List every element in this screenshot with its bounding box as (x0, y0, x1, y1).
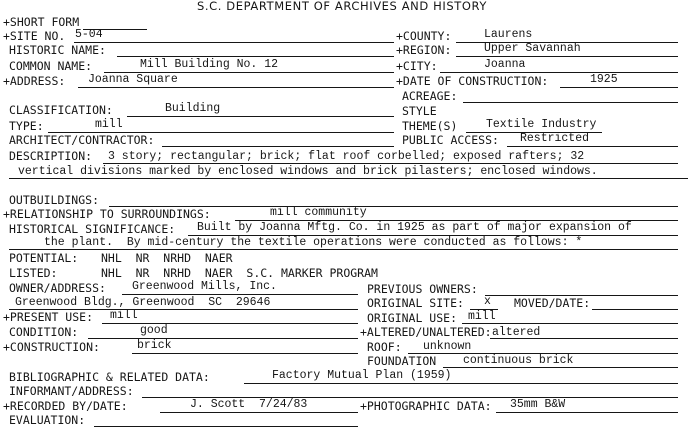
description-line-1 (103, 163, 678, 164)
moved-date-line (592, 309, 678, 310)
construction-line (132, 353, 358, 354)
description-line-2 (9, 178, 688, 179)
altered-line (490, 338, 678, 339)
moved-date-label: MOVED/DATE: (514, 296, 591, 310)
public-access-value: Restricted (520, 132, 590, 145)
county-label: +COUNTY: (396, 29, 452, 43)
description-value-line-1: 3 story; rectangular; brick; flat roof corbelled; exposed rafters; 32 (108, 150, 585, 163)
relationship-value: mill community (270, 206, 367, 219)
site-no-line (74, 42, 394, 43)
owner-address-label: OWNER/ADDRESS: (9, 281, 106, 295)
outbuildings-label: OUTBUILDINGS: (9, 193, 100, 207)
historic-name-line (117, 56, 394, 57)
themes-value: Textile Industry (486, 118, 597, 131)
architect-line (162, 146, 394, 147)
evaluation-line (94, 426, 358, 427)
description-value-line-2: vertical divisions marked by enclosed windows and brick pilasters; enclosed windows. (18, 165, 598, 178)
foundation-line (443, 367, 678, 368)
listed-label: LISTED: (9, 266, 58, 280)
original-use-value: mill (468, 310, 496, 323)
public-access-label: PUBLIC ACCESS: (402, 133, 499, 147)
description-label: DESCRIPTION: (9, 149, 93, 163)
roof-label: ROOF: (367, 340, 402, 354)
significance-line-2 (9, 249, 678, 250)
historical-significance-label: HISTORICAL SIGNIFICANCE: (9, 222, 176, 236)
altered-label: +ALTERED/UNALTERED: (360, 325, 492, 339)
owner-line (122, 294, 358, 295)
original-use-line (462, 323, 678, 324)
recorded-by-line (160, 412, 358, 413)
relationship-label: +RELATIONSHIP TO SURROUNDINGS: (3, 207, 211, 221)
condition-value: good (140, 324, 168, 337)
evaluation-label: EVALUATION: (9, 413, 86, 427)
classification-line (127, 116, 394, 117)
bibliographic-line (244, 383, 678, 384)
roof-value: unknown (423, 340, 472, 353)
date-of-construction-line (560, 87, 678, 88)
region-label: +REGION: (396, 43, 452, 57)
potential-label: POTENTIAL: (9, 251, 79, 265)
listed-options: NHL NR NRHD NAER S.C. MARKER PROGRAM (101, 266, 378, 280)
potential-options: NHL NR NRHD NAER (101, 251, 233, 265)
city-value: Joanna (484, 58, 526, 71)
type-value: mill (95, 118, 123, 131)
photographic-data-value: 35mm B&W (510, 398, 566, 411)
region-line (456, 56, 678, 57)
architect-label: ARCHITECT/CONTRACTOR: (9, 133, 155, 147)
acreage-label: ACREAGE: (402, 89, 458, 103)
date-of-construction-value: 1925 (590, 73, 618, 86)
owner-address-value: Greenwood Bldg., Greenwood SC 29646 (15, 296, 271, 309)
construction-label: +CONSTRUCTION: (3, 340, 100, 354)
common-name-label: COMMON NAME: (9, 59, 93, 73)
original-site-value: x (484, 295, 491, 308)
recorded-by-label: +RECORDED BY/DATE: (3, 399, 128, 413)
address-label: +ADDRESS: (3, 74, 66, 88)
condition-line (88, 338, 358, 339)
address-value: Joanna Square (88, 73, 178, 86)
city-label: +CITY: (396, 59, 438, 73)
photographic-data-label: +PHOTOGRAPHIC DATA: (360, 399, 492, 413)
recorded-by-value: J. Scott 7/24/83 (190, 398, 308, 411)
classification-value: Building (165, 102, 221, 115)
altered-value: altered (492, 326, 541, 339)
informant-label: INFORMANT/ADDRESS: (9, 384, 134, 398)
present-use-value: mill (110, 309, 138, 322)
classification-label: CLASSIFICATION: (9, 103, 113, 117)
historic-name-label: HISTORIC NAME: (9, 43, 106, 57)
significance-value-line-2: the plant. By mid-century the textile operations were conducted as follows: * (44, 236, 583, 249)
common-name-value: Mill Building No. 12 (140, 58, 279, 71)
significance-value-line-1: Built by Joanna Mftg. Co. in 1925 as part of major expansion of (197, 221, 632, 234)
region-value: Upper Savannah (484, 42, 581, 55)
short-form-label: +SHORT FORM (3, 15, 80, 29)
style-label: STYLE (402, 104, 437, 118)
condition-label: CONDITION: (9, 325, 79, 339)
present-use-label: +PRESENT USE: (3, 310, 94, 324)
form-title: S.C. DEPARTMENT OF ARCHIVES AND HISTORY (197, 0, 487, 13)
site-no-value: 5-04 (75, 28, 103, 41)
type-label: TYPE: (9, 119, 44, 133)
foundation-label: FOUNDATION (367, 354, 437, 368)
themes-label: THEME(S) (402, 119, 458, 133)
foundation-value: continuous brick (463, 354, 574, 367)
construction-value: brick (137, 339, 172, 352)
original-site-label: ORIGINAL SITE: (367, 296, 464, 310)
bibliographic-label: BIBLIOGRAPHIC & RELATED DATA: (9, 370, 210, 384)
owner-value: Greenwood Mills, Inc. (132, 280, 277, 293)
bibliographic-value: Factory Mutual Plan (1959) (272, 369, 452, 382)
county-value: Laurens (484, 28, 533, 41)
site-no-label: +SITE NO. (3, 29, 66, 43)
address-line (78, 87, 394, 88)
photographic-data-line (496, 412, 678, 413)
city-line (440, 72, 678, 73)
date-of-construction-label: +DATE OF CONSTRUCTION: (396, 74, 549, 88)
public-access-line (507, 146, 678, 147)
previous-owners-label: PREVIOUS OWNERS: (367, 282, 478, 296)
original-use-label: ORIGINAL USE: (367, 311, 458, 325)
acreage-line (463, 102, 678, 103)
